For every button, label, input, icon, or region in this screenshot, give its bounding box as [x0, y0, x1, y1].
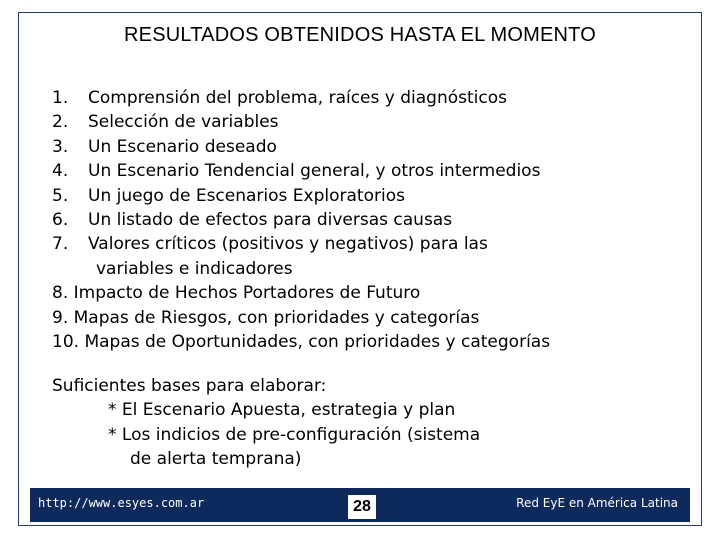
list-item: [52, 208, 550, 232]
summary-point: * Los indicios de pre-configuración (sistema: [108, 424, 481, 445]
list-item: 9. Mapas de Riesgos, con prioridades y categorías: [52, 307, 480, 328]
list-item: [52, 159, 550, 183]
list-item-number: 2.: [52, 112, 69, 133]
summary-point-continuation: de alerta temprana): [130, 449, 302, 470]
list-item-text: Valores críticos (positivos y negativos) para las: [88, 234, 488, 255]
list-item: [52, 110, 550, 134]
results-list: [52, 86, 550, 354]
list-item: [52, 135, 550, 159]
list-item-number: 1.: [52, 88, 69, 108]
list-item-text: Un listado de efectos para diversas causas: [88, 210, 453, 231]
summary-intro: Suficientes bases para elaborar:: [52, 376, 327, 396]
footer-organization: Red EyE en América Latina: [516, 496, 678, 510]
summary-block: [52, 374, 480, 472]
list-item-number: 5.: [52, 185, 69, 206]
list-item-number: 7.: [52, 234, 69, 255]
list-item-number: 6.: [52, 210, 69, 231]
list-item: [52, 86, 550, 110]
list-item-text: Un Escenario deseado: [88, 136, 277, 157]
footer-bar: [30, 488, 690, 522]
list-item-text: Un Escenario Tendencial general, y otros intermedios: [88, 161, 541, 182]
list-item-number: 3.: [52, 136, 69, 157]
list-item: 10. Mapas de Oportunidades, con prioridades y categorías: [52, 332, 551, 353]
list-item-text: Selección de variables: [88, 112, 279, 133]
list-item-continuation: variables e indicadores: [96, 258, 293, 279]
list-item: [52, 184, 550, 208]
list-item: 8. Impacto de Hechos Portadores de Futuro: [52, 283, 421, 304]
summary-point: * El Escenario Apuesta, estrategia y plan: [108, 400, 456, 421]
list-item-number: 4.: [52, 161, 69, 182]
page-number: 28: [348, 495, 376, 519]
slide-title: RESULTADOS OBTENIDOS HASTA EL MOMENTO: [124, 24, 596, 46]
list-item: [52, 232, 550, 256]
list-item-text: Comprensión del problema, raíces y diagnósticos: [88, 88, 507, 108]
list-item-text: Un juego de Escenarios Exploratorios: [88, 185, 405, 206]
footer-url-link[interactable]: http://www.esyes.com.ar: [38, 496, 205, 510]
